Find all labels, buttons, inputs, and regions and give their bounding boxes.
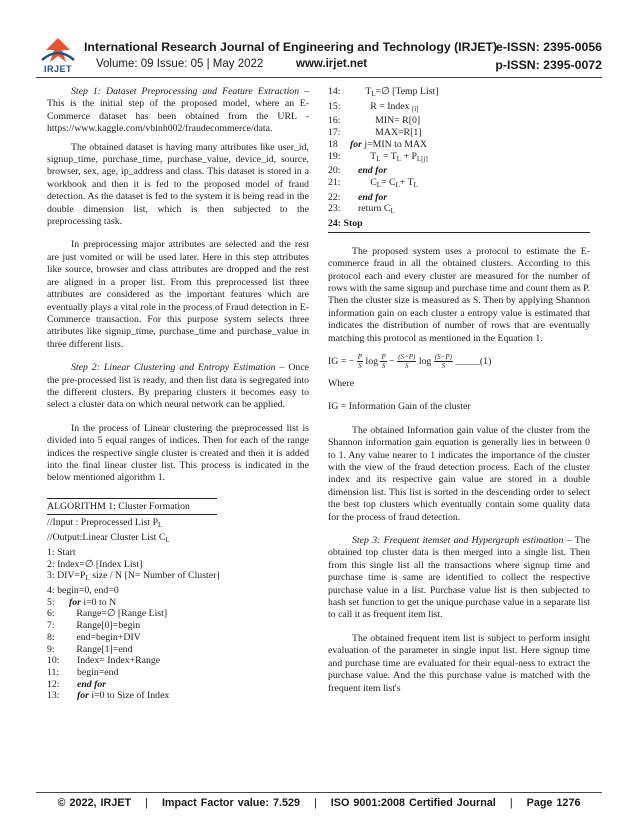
algo-bottom-rule [328, 232, 590, 233]
algo-line: 11: begin=end [47, 666, 119, 678]
journal-url[interactable]: www.irjet.net [296, 58, 368, 70]
algo-line: 7: Range[0]=begin [47, 620, 141, 632]
dataset-attributes-paragraph: The obtained dataset is having many attributes like user_id, signup_time, purchase_time, purchase_value, device_id, source, browser, sex, age, ip_address and class. This dataset is stored in a workbook and then it is fed to the proposed model of fraud detection. As the dataset is fed to the system it is being read in the double dimension list, which is then subjected to the preprocessing task. [47, 141, 309, 228]
algo-line: 13: for i=0 to Size of Index [47, 690, 170, 702]
algo-line: 15: R = Index $_{[i]}$ [328, 100, 419, 113]
p-issn: p-ISSN: 2395-0072 [495, 58, 602, 72]
algorithm-1-continued [328, 86, 590, 233]
algo-line: 8: end=begin+DIV [47, 631, 141, 643]
footer-impact-factor: Impact Factor value: 7.529 [161, 797, 300, 809]
equation-1: IG = − $\frac{P}{S}$ log $\frac{P}{S}$ − $\frac{(S-P)}{S}$ log $\frac{(S-P)}{S}$ _____(1) [328, 352, 492, 370]
step1-body: This is the initial step of the proposed model, where an E-Commerce dataset has been obtained from the URL - https://www.kaggle.com/vbinh002/fraudecommerce/data. [47, 98, 309, 135]
algo-line: 23: return $C_L$ [328, 203, 395, 216]
step3-title: Step 3: Frequent itemset and Hypergraph estimation – [352, 535, 572, 547]
algo-line: 24: Stop [328, 218, 363, 230]
header-divider [36, 77, 602, 78]
algo-title-rule [47, 514, 217, 515]
footer-copyright: © 2022, IRJET [57, 797, 132, 809]
e-issn: e-ISSN: 2395-0056 [496, 40, 602, 54]
algo-line: 21: $C_L= C_L+ T_L$ [328, 176, 418, 189]
algo-line: 4: begin=0, end=0 [47, 585, 119, 596]
algorithm-1 [47, 498, 309, 702]
left-column [47, 86, 309, 702]
step2-title: Step 2: Linear Clustering and Entropy Estimation – [71, 362, 285, 374]
step1-title: Step 1: Dataset Preprocessing and Feature Extraction – [71, 86, 309, 97]
algo-line: 10: Index= Index+Range [47, 655, 161, 667]
protocol-paragraph: The proposed system uses a protocol to estimate the E-commerce fraud in all the obtained clusters. According to this protocol each and every cluster are measured for the number of rows with the same signup and purchase time and count them as P. Then the cluster size is measured as S. Then by applying Shannon information gain on each cluster a entropy value is estimated that indicates the distribution of number of rows that are eventually matching this protocol as mentioned in the Equation 1. [328, 245, 590, 344]
algo-line: 3: $DIV=P_L$ size / N [N= Number of Cluster] [47, 570, 220, 583]
algo-line: 5: for i=0 to N [47, 596, 117, 608]
algo-line: 19: $T_L = T_L + P_{L[j]}$ [328, 150, 428, 163]
algo-line: 18 for j=MIN to MAX [328, 138, 428, 150]
algo-line: 14: $T_L=\emptyset$ [Temp List] [328, 86, 439, 98]
journal-title: International Research Journal of Engineering and Technology (IRJET) [84, 40, 498, 54]
algo-line: 22: end for [328, 191, 388, 203]
footer-divider [36, 792, 602, 793]
algo-line: 12: end for [47, 678, 107, 690]
algo-output: //Output:Linear Cluster List $C_L$ [47, 532, 170, 545]
ig-definition: IG = Information Gain of the cluster [328, 401, 471, 413]
step3-body: The obtained top cluster data is then merged into a single list. Then from this single list all the transactions where signup time and purchase time is same are identified to collect the respective purchase value in a list. Purchase value list is then subjected to hash set function to get the unique purchase value in a separate list to call it as frequent item list. [328, 535, 590, 621]
information-gain-paragraph: The obtained Information gain value of the cluster from the Shannon information gain equation is generally lies in between 0 to 1. Any value nearer to 1 indicates the importance of the cluster with the view of the fraud detection process. Each of the cluster index and its respective gain value are stored in a double dimension list. This list is sorted in the descending order to select the best top clusters which eventually contain some quality data for the process of fraud detection. [328, 424, 590, 523]
logo-text: IRJET [43, 64, 72, 74]
where-label: Where [328, 377, 355, 389]
algo-line: 16: MIN= R[0] [328, 115, 421, 127]
right-column [328, 86, 590, 695]
step2-paragraph [47, 362, 309, 412]
algo-line: 1: Start [47, 546, 76, 558]
footer-page-number: Page 1276 [526, 797, 581, 809]
page-footer: © 2022, IRJET | Impact Factor value: 7.529 | ISO 9001:2008 Certified Journal | Page 1276 [57, 797, 581, 809]
algo-line: 2: Index=∅ [Index List] [47, 558, 143, 570]
preprocessing-paragraph: In preprocessing major attributes are selected and the rest are just vomited or will be used later. Here in this step attributes like source, browser and class attributes are dropped and the rest are aligned in a proper list. From this preprocessed list three attributes are considered as the important features which are eventually plays a vital role in the process of Fraud detection in E-Commerce transaction. For this purpose system selects three attributes like signup_time, purchase_time and purchase_value in three different lists. [47, 239, 309, 350]
algo-line: 9: Range[1]=end [47, 643, 133, 655]
algo-line: 17: MAX=R[1] [328, 127, 422, 139]
algo-title: ALGORITHM 1: Cluster Formation [47, 500, 190, 512]
algo-input: //Input : Preprocessed List $P_L$ [47, 517, 163, 530]
clustering-paragraph: In the process of Linear clustering the preprocessed list is divided into 5 equal ranges of indices. Then for each of the range indices the respective single cluster is created and then it is added into the final linear cluster list. This process is indicated in the below mentioned algorithm 1. [47, 422, 309, 484]
algo-line: 6: Range=∅ [Range List] [47, 608, 168, 620]
page-header [0, 0, 638, 82]
step3-paragraph [328, 535, 590, 622]
step2-body: Once the pre-processed list is ready, and then list data is segregated into the different clusters. By preparing clusters it becomes easy to select a cluster data on which neural network can be applied. [47, 362, 310, 411]
step1-paragraph [47, 86, 309, 136]
algo-line: 20: end for [328, 165, 388, 177]
volume-issue: Volume: 09 Issue: 05 | May 2022 [96, 58, 264, 70]
frequent-item-paragraph: The obtained frequent item list is subject to perform insight evaluation of the parameter in single input list. Here signup time and purchase time are evaluated for their equal-ness to extract the purchase value. And the this purchase value is matched with the frequent item list's [328, 632, 590, 694]
footer-iso: ISO 9001:2008 Certified Journal [330, 797, 496, 809]
algo-top-rule [47, 498, 217, 499]
